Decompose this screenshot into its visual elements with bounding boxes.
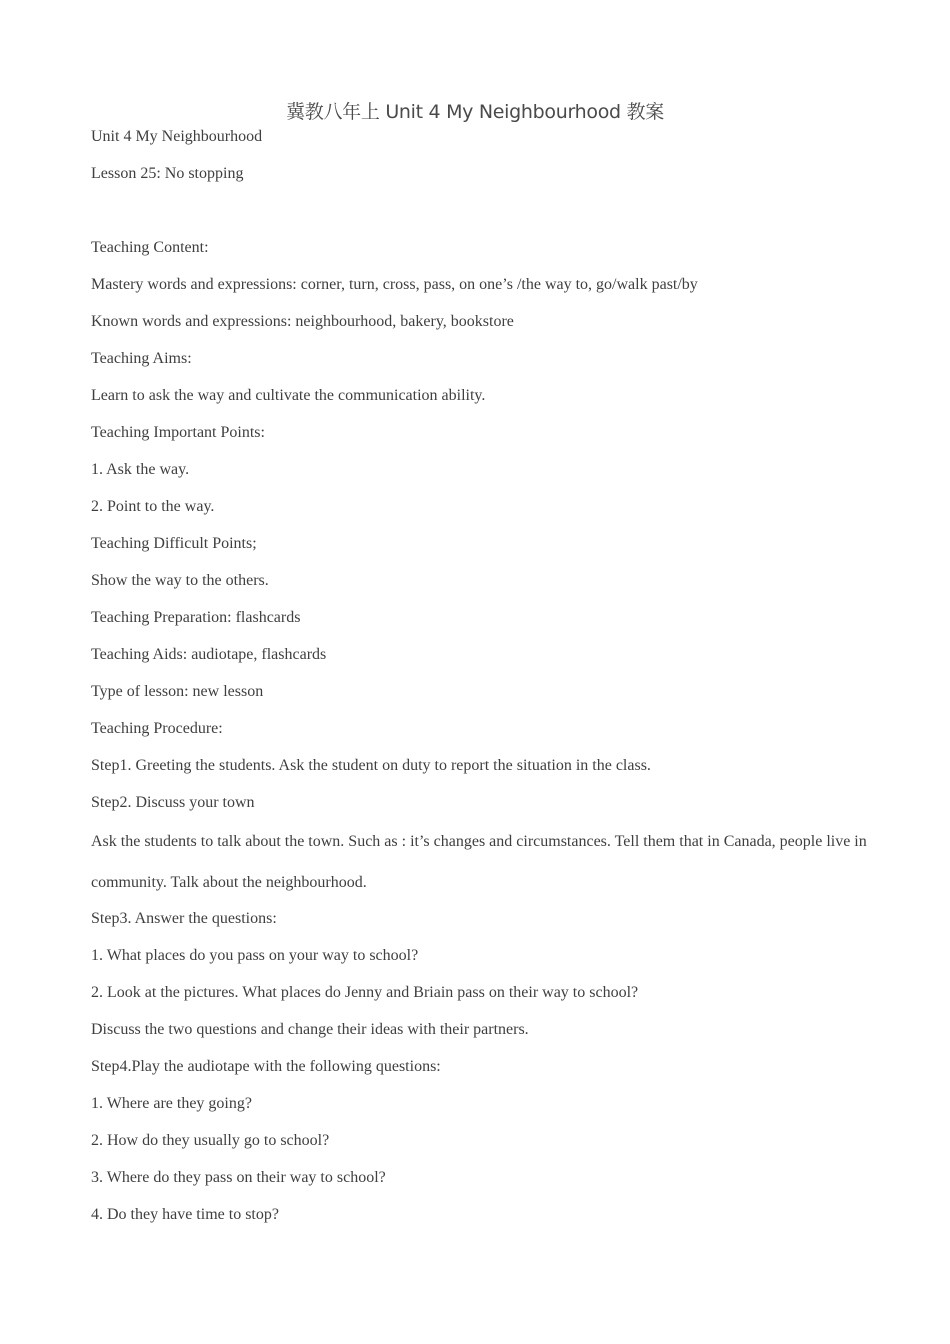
lesson-heading: Lesson 25: No stopping	[91, 165, 244, 182]
teaching-aims-heading: Teaching Aims:	[91, 350, 192, 367]
important-point-item: 1. Ask the way.	[91, 461, 190, 478]
known-words-line: Known words and expressions: neighbourhood, bakery, bookstore	[91, 313, 514, 330]
teaching-aids-line: Teaching Aids: audiotape, flashcards	[91, 646, 327, 663]
teaching-procedure-heading: Teaching Procedure:	[91, 720, 223, 737]
teaching-aims-text: Learn to ask the way and cultivate the communication ability.	[91, 387, 486, 404]
teaching-content-heading: Teaching Content:	[91, 239, 209, 256]
step4-line: Step4.Play the audiotape with the following questions:	[91, 1058, 441, 1075]
step3-line: Step3. Answer the questions:	[91, 910, 277, 927]
difficult-points-heading: Teaching Difficult Points;	[91, 535, 257, 552]
teaching-preparation-line: Teaching Preparation: flashcards	[91, 609, 301, 626]
document-title: 冀教八年上 Unit 4 My Neighbourhood 教案	[286, 101, 664, 123]
mastery-words-line: Mastery words and expressions: corner, turn, cross, pass, on one’s /the way to, go/walk past/by	[91, 276, 698, 293]
step4-question: 3. Where do they pass on their way to school?	[91, 1169, 386, 1186]
step3-discussion: Discuss the two questions and change their ideas with their partners.	[91, 1021, 529, 1038]
step4-question: 1. Where are they going?	[91, 1095, 252, 1112]
step3-question: 2. Look at the pictures. What places do Jenny and Briain pass on their way to school?	[91, 984, 639, 1001]
step3-question: 1. What places do you pass on your way to school?	[91, 947, 419, 964]
step2-description: Ask the students to talk about the town. Such as : it’s changes and circumstances. Tell them that in Canada, people live in community. Talk about the neighbourhood.	[91, 833, 867, 891]
step4-question: 2. How do they usually go to school?	[91, 1132, 330, 1149]
step4-question: 4. Do they have time to stop?	[91, 1206, 279, 1223]
step1-line: Step1. Greeting the students. Ask the student on duty to report the situation in the class.	[91, 757, 651, 774]
important-points-heading: Teaching Important Points:	[91, 424, 265, 441]
important-point-item: 2. Point to the way.	[91, 498, 215, 515]
step2-line: Step2. Discuss your town	[91, 794, 255, 811]
unit-heading: Unit 4 My Neighbourhood	[91, 128, 263, 145]
lesson-type-line: Type of lesson: new lesson	[91, 683, 264, 700]
difficult-points-text: Show the way to the others.	[91, 572, 269, 589]
